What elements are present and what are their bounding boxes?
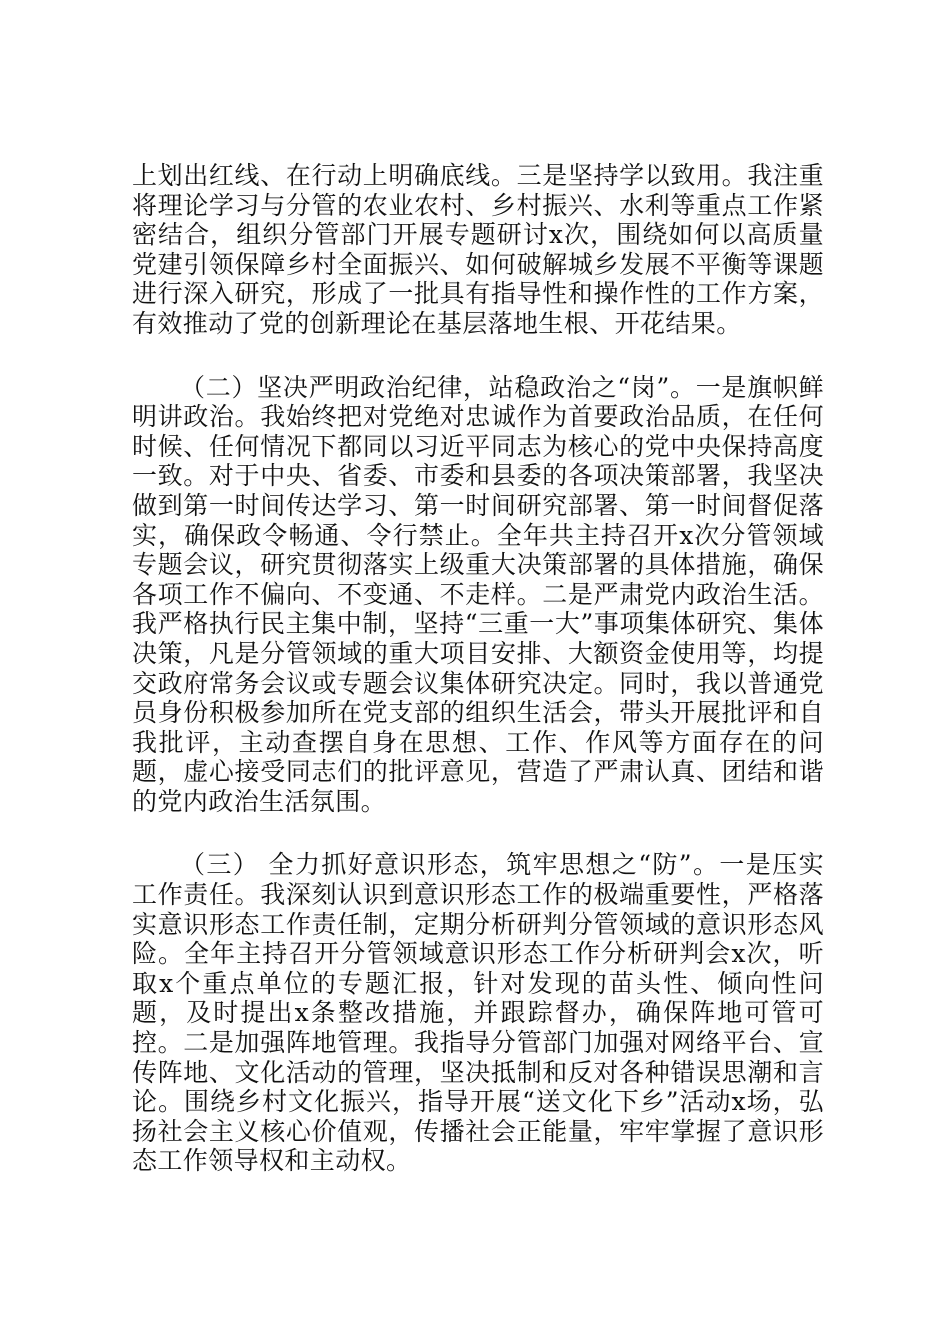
document-body xyxy=(132,161,824,1176)
paragraph-study-application: 上划出红线、在行动上明确底线。三是坚持学以致用。我注重将理论学习与分管的农业农村、乡村振兴、水利等重点工作紧密结合，组织分管部门开展专题研讨x次，围绕如何以高质量党建引领保障乡村全面振兴、如何破解城乡发展不平衡等课题进行深入研究，形成了一批具有指导性和操作性的工作方案，有效推动了党的创新理论在基层落地生根、开花结果。 xyxy=(132,161,824,338)
paragraph-ideology-work: （三） 全力抓好意识形态，筑牢思想之“防”。一是压实工作责任。我深刻认识到意识形态工作的极端重要性，严格落实意识形态工作责任制，定期分析研判分管领域的意识形态风险。全年主持召开分管领域意识形态工作分析研判会x次，听取x个重点单位的专题汇报，针对发现的苗头性、倾向性问题，及时提出x条整改措施，并跟踪督办，确保阵地可管可控。二是加强阵地管理。我指导分管部门加强对网络平台、宣传阵地、文化活动的管理，坚决抵制和反对各种错误思潮和言论。围绕乡村文化振兴，指导开展“送文化下乡”活动x场，弘扬社会主义核心价值观，传播社会正能量，牢牢掌握了意识形态工作领导权和主动权。 xyxy=(132,850,824,1176)
paragraph-political-discipline: （二）坚决严明政治纪律，站稳政治之“岗”。一是旗帜鲜明讲政治。我始终把对党绝对忠诚作为首要政治品质，在任何时候、任何情况下都同以习近平同志为核心的党中央保持高度一致。对于中央、省委、市委和县委的各项决策部署，我坚决做到第一时间传达学习、第一时间研究部署、第一时间督促落实，确保政令畅通、令行禁止。全年共主持召开x次分管领域专题会议，研究贯彻落实上级重大决策部署的具体措施，确保各项工作不偏向、不变通、不走样。二是严肃党内政治生活。我严格执行民主集中制，坚持“三重一大”事项集体研究、集体决策，凡是分管领域的重大项目安排、大额资金使用等，均提交政府常务会议或专题会议集体研究决定。同时，我以普通党员身份积极参加所在党支部的组织生活会，带头开展批评和自我批评，主动查摆自身在思想、工作、作风等方面存在的问题，虚心接受同志们的批评意见，营造了严肃认真、团结和谐的党内政治生活氛围。 xyxy=(132,372,824,816)
